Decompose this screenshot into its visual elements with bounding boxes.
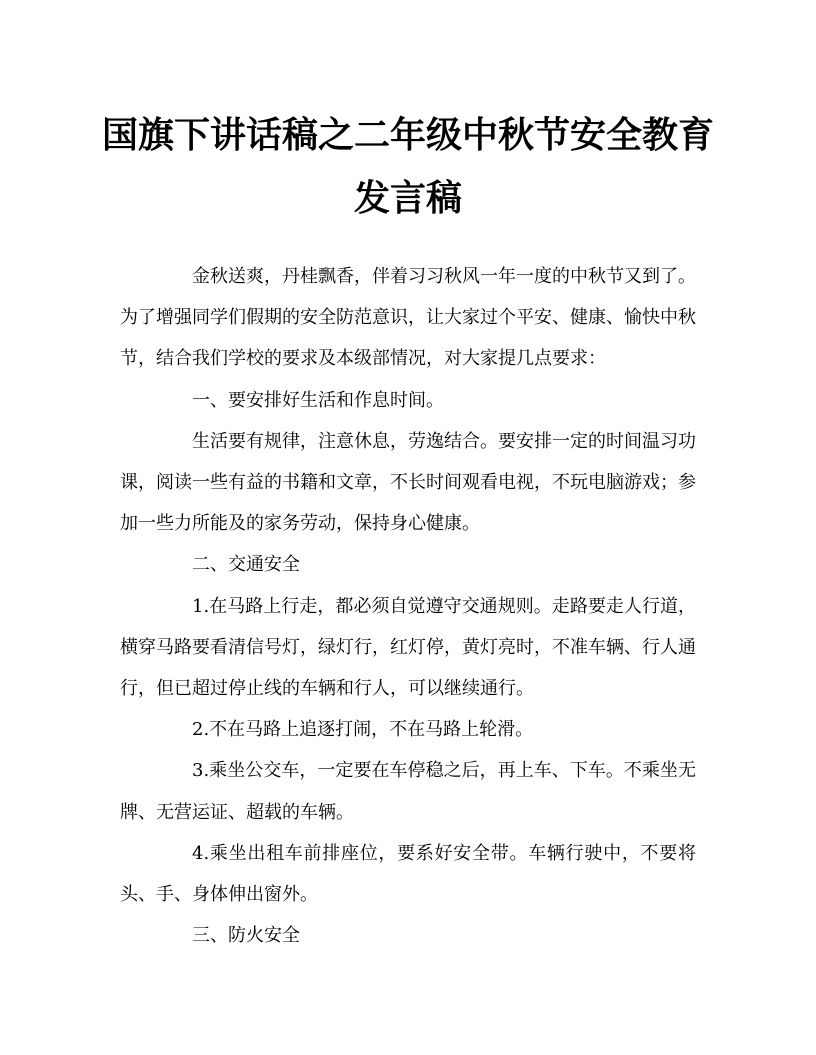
schedule-paragraph: 生活要有规律，注意休息，劳逸结合。要安排一定的时间温习功课，阅读一些有益的书籍和文章，不长时间观看电视，不玩电脑游戏；参加一些力所能及的家务劳动，保持身心健康。 [120,430,696,535]
traffic-item-1: 1.在马路上行走，都必须自觉遵守交通规则。走路要走人行道，横穿马路要看清信号灯，绿灯行，红灯停，黄灯亮时，不准车辆、行人通行，但已超过停止线的车辆和行人，可以继续通行。 [120,595,696,700]
document-body [120,256,696,956]
section-heading-schedule: 一、要安排好生活和作息时间。 [192,389,444,411]
section-heading-traffic: 二、交通安全 [192,554,300,576]
section-heading-fire: 三、防火安全 [192,925,300,947]
document-title: 国旗下讲话稿之二年级中秋节安全教育发言稿 [101,114,714,219]
traffic-item-2: 2.不在马路上追逐打闹，不在马路上轮滑。 [192,719,534,741]
intro-paragraph: 金秋送爽，丹桂飘香，伴着习习秋风一年一度的中秋节又到了。为了增强同学们假期的安全防范意识，让大家过个平安、健康、愉快中秋节，结合我们学校的要求及本级部情况，对大家提几点要求： [120,266,696,370]
traffic-item-4: 4.乘坐出租车前排座位，要系好安全带。车辆行驶中，不要将头、手、身体伸出窗外。 [120,842,696,906]
traffic-item-3: 3.乘坐公交车，一定要在车停稳之后，再上车、下车。不乘坐无牌、无营运证、超载的车辆。 [120,760,696,823]
